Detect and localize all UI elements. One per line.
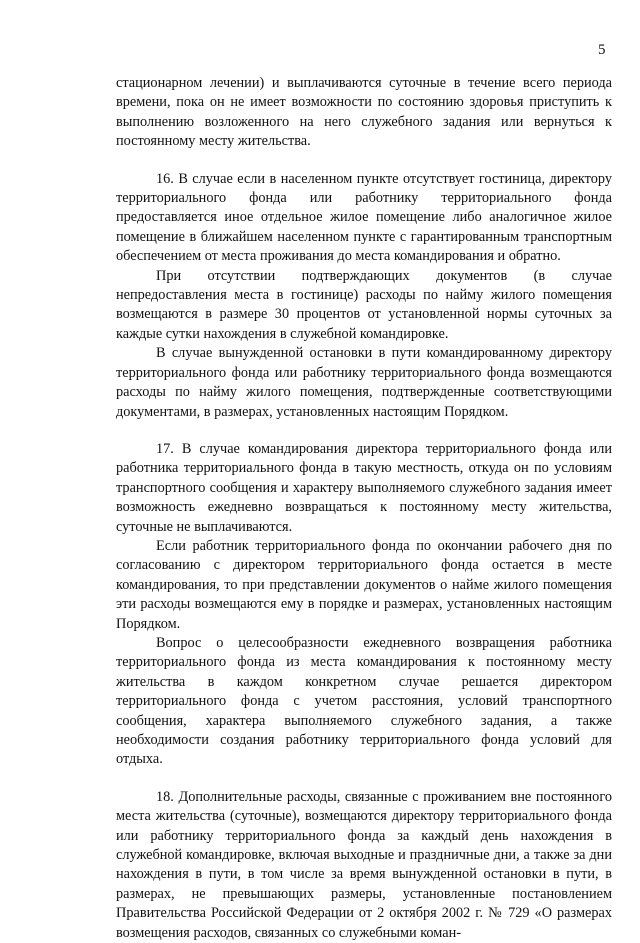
paragraph-16-no-documents: При отсутствии подтверждающих документов (в случае непредоставления места в гостинице) расходы по найму жилого помещения возмещаются в размере 30 процентов от установленной нормы суточных за каждые сутки нахождения в служебной командировке. xyxy=(116,267,612,342)
paragraph-continuation: стационарном лечении) и выплачиваются суточные в течение всего периода времени, пока он не имеет возможности по состоянию здоровья приступить к выполнению возложенного на него служебного задания или вернуться к постоянному месту жительства. xyxy=(116,75,612,150)
paragraph-17-stay: Если работник территориального фонда по окончании рабочего дня по согласованию с директором территориального фонда остается в месте командирования, то при представлении документов о найме жилого помещения эти расходы возмещаются ему в порядке и размерах, установленных настоящим Порядком. xyxy=(116,537,612,632)
paragraph-17: 17. В случае командирования директора территориального фонда или работника территориального фонда в такую местность, откуда он по условиям транспортного сообщения и характеру выполняемого служебного задания имеет возможность ежедневно возвращаться к постоянному месту жительства, суточные не выплачиваются. xyxy=(116,440,612,535)
paragraph-17-daily-return: Вопрос о целесообразности ежедневного возвращения работника территориального фонда из места командирования к постоянному месту жительства в каждом конкретном случае решается директором территориального фонда с учетом расстояния, условий транспортного сообщения, характера выполняемого служебного задания, а также необходимости создания работнику территориального фонда условий для отдыха. xyxy=(116,634,612,768)
page-number: 5 xyxy=(598,42,606,58)
paragraph-18: 18. Дополнительные расходы, связанные с проживанием вне постоянного места жительства (суточные), возмещаются директору территориального фонда или работнику территориального фонда за каждый день нахождения в служебной командировке, включая выходные и праздничные дни, а также за дни нахождения в пути, в том числе за время вынужденной остановки в пути, в размерах, не превышающих размеры, установленные постановлением Правительства Российской Федерации от 2 октября 2002 г. № 729 «О размерах возмещения расходов, связанных со служебными коман- xyxy=(116,788,612,941)
document-body xyxy=(116,74,612,943)
paragraph-16: 16. В случае если в населенном пункте отсутствует гостиница, директору территориального фонда или работнику территориального фонда предоставляется иное отдельное жилое помещение либо аналогичное жилое помещение в ближайшем населенном пункте с гарантированным транспортным обеспечением от места проживания до места командирования и обратно. xyxy=(116,170,612,265)
paragraph-16-forced-stop: В случае вынужденной остановки в пути командированному директору территориального фонда или работнику территориального фонда возмещаются расходы по найму жилого помещения, подтвержденные соответствующими документами, в размерах, установленных настоящим Порядком. xyxy=(116,345,612,420)
